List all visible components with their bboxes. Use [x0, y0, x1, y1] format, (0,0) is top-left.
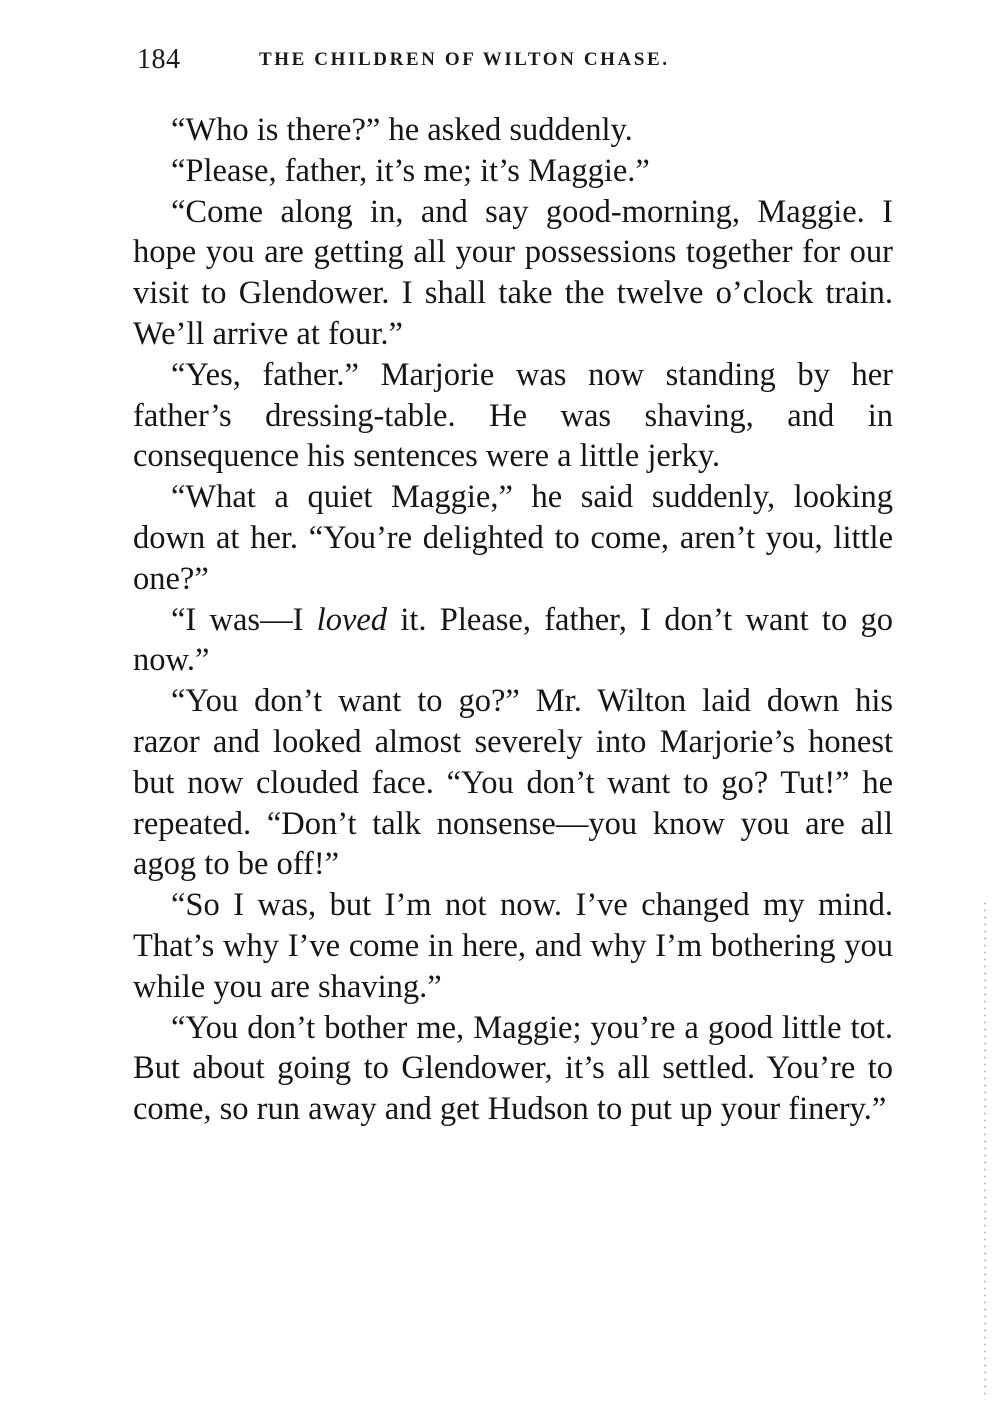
paragraph: “Please, father, it’s me; it’s Maggie.”	[171, 152, 650, 189]
paragraph: “Yes, father.” Marjorie was now standing by her father’s dressing-table. He was shaving, and in consequence his sentences were a little jerky.	[133, 356, 893, 475]
page-header	[137, 44, 897, 84]
body-text	[133, 110, 893, 1130]
paragraph: “Who is there?” he asked suddenly.	[171, 112, 633, 148]
paragraph: “So I was, but I’m not now. I’ve changed my mind. That’s why I’ve come in here, and why I’m bothering you while you are shaving.”	[133, 887, 893, 1005]
italic-word: loved	[316, 601, 388, 638]
running-title: THE CHILDREN OF WILTON CHASE.	[259, 49, 670, 70]
paragraph-text: it. Please, father, I don’t want to go now.”	[133, 601, 893, 679]
paragraph	[133, 600, 893, 682]
paragraph: “You don’t bother me, Maggie; you’re a good little tot. But about going to Glendower, it’s all settled. You’re to come, so run away and get Hudson to put up your finery.”	[133, 1009, 893, 1128]
scan-edge-dots	[984, 900, 986, 1400]
paragraph: “What a quiet Maggie,” he said suddenly, looking down at her. “You’re delighted to come, aren’t you, little one?”	[133, 479, 893, 597]
page-number: 184	[137, 44, 181, 75]
paragraph: “You don’t want to go?” Mr. Wilton laid down his razor and looked almost severely into Marjorie’s honest but now clouded face. “You don’t want to go? Tut!” he repeated. “Don’t talk nonsense—you know you are all agog to be off!”	[133, 683, 893, 883]
paragraph-text: “I was—I	[171, 601, 317, 638]
paragraph: “Come along in, and say good-morning, Maggie. I hope you are getting all your possessions together for our visit to Glendower. I shall take the twelve o’clock train. We’ll arrive at four.”	[133, 193, 893, 352]
